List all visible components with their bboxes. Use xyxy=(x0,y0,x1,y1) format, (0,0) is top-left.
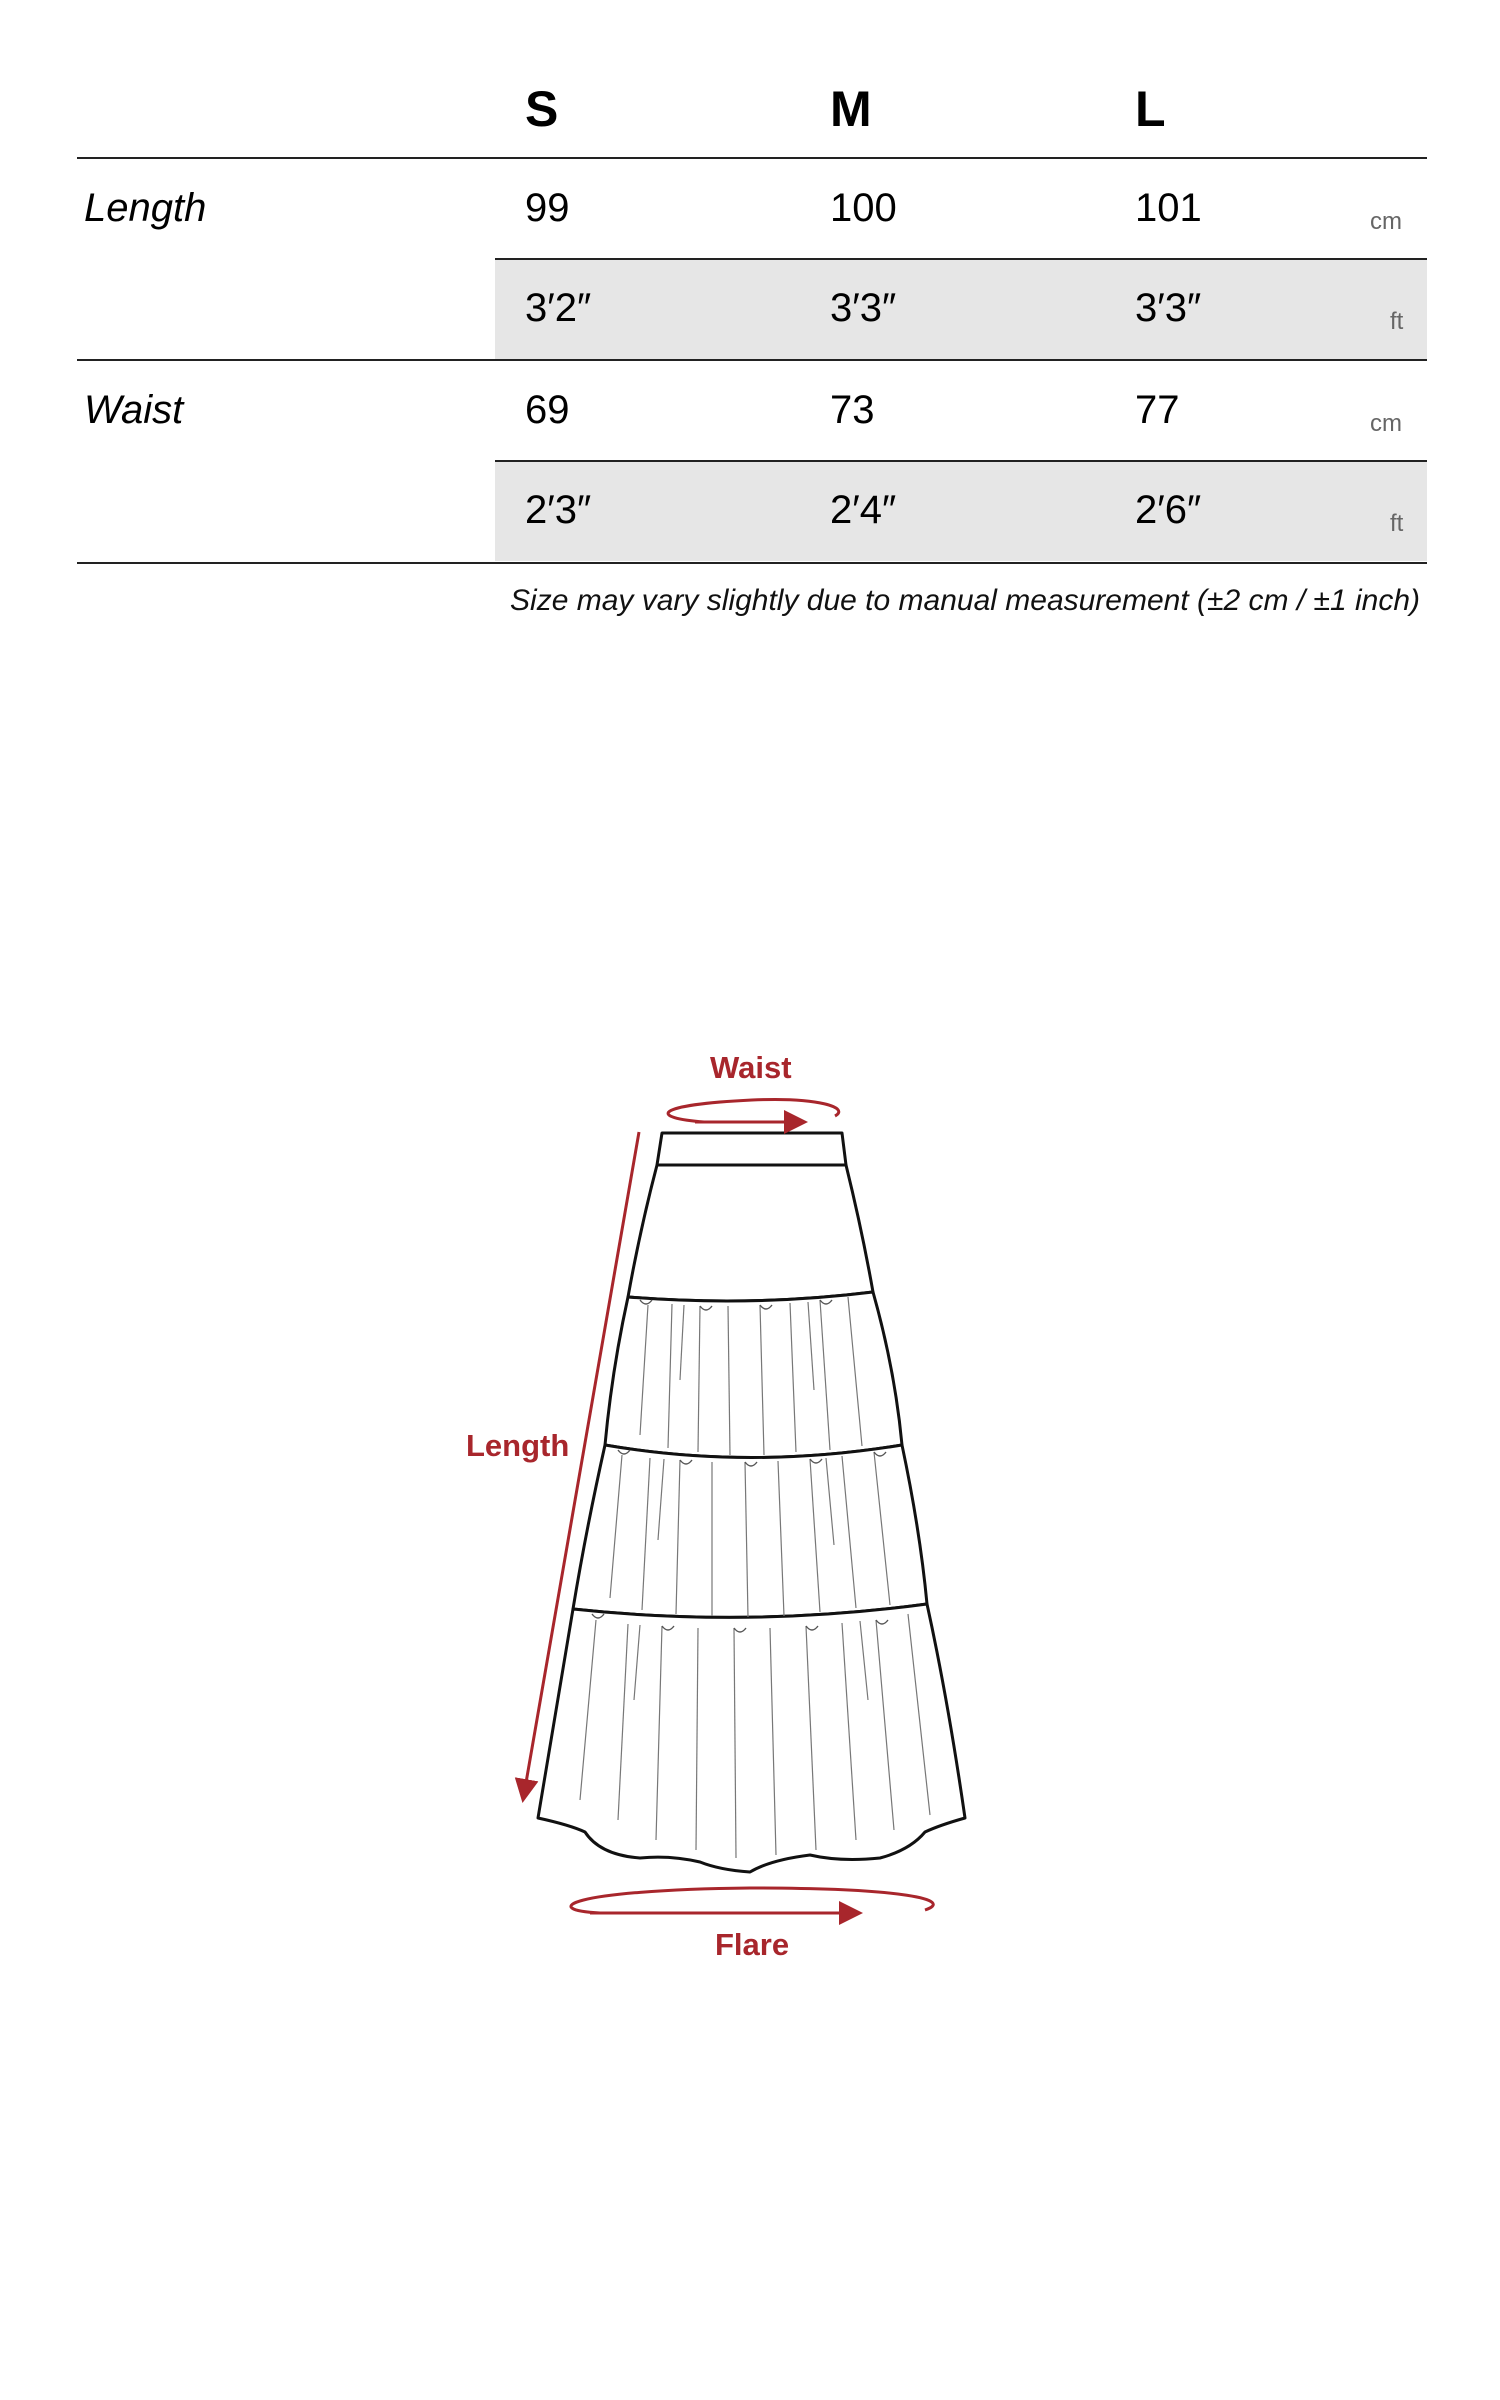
skirt-yoke xyxy=(628,1165,873,1301)
length-m-ft: 3′3″ xyxy=(830,286,897,330)
measurement-note: Size may vary slightly due to manual measurement (±2 cm / ±1 inch) xyxy=(510,584,1420,617)
waist-l-ft: 2′6″ xyxy=(1135,488,1202,532)
waist-s-cm: 69 xyxy=(525,388,570,432)
waist-m-cm: 73 xyxy=(830,388,875,432)
size-header-l: L xyxy=(1135,81,1166,137)
length-ft-unit: ft xyxy=(1390,308,1404,335)
waist-measure-arrow xyxy=(668,1099,839,1122)
waist-ft-unit: ft xyxy=(1390,510,1404,537)
size-header-s: S xyxy=(525,81,559,137)
length-cm-unit: cm xyxy=(1370,208,1402,235)
waist-m-ft: 2′4″ xyxy=(830,488,897,532)
length-label: Length xyxy=(466,1428,570,1463)
skirt-tier-4 xyxy=(538,1604,965,1872)
skirt-illustration xyxy=(538,1133,965,1872)
length-l-ft: 3′3″ xyxy=(1135,286,1202,330)
waist-s-ft: 2′3″ xyxy=(525,488,592,532)
flare-measure-arrow xyxy=(571,1888,933,1913)
length-s-cm: 99 xyxy=(525,186,570,230)
size-header-m: M xyxy=(830,81,872,137)
waist-label: Waist xyxy=(710,1050,792,1085)
row-label-length: Length xyxy=(84,186,207,230)
waist-l-cm: 77 xyxy=(1135,388,1180,432)
length-l-cm: 101 xyxy=(1135,186,1202,230)
waist-cm-unit: cm xyxy=(1370,410,1402,437)
waistband xyxy=(657,1133,846,1165)
row-label-waist: Waist xyxy=(84,388,184,432)
length-s-ft: 3′2″ xyxy=(525,286,592,330)
skirt-tier-2 xyxy=(605,1292,902,1458)
skirt-tier-3 xyxy=(573,1445,927,1617)
flare-label: Flare xyxy=(715,1927,790,1962)
length-m-cm: 100 xyxy=(830,186,897,230)
